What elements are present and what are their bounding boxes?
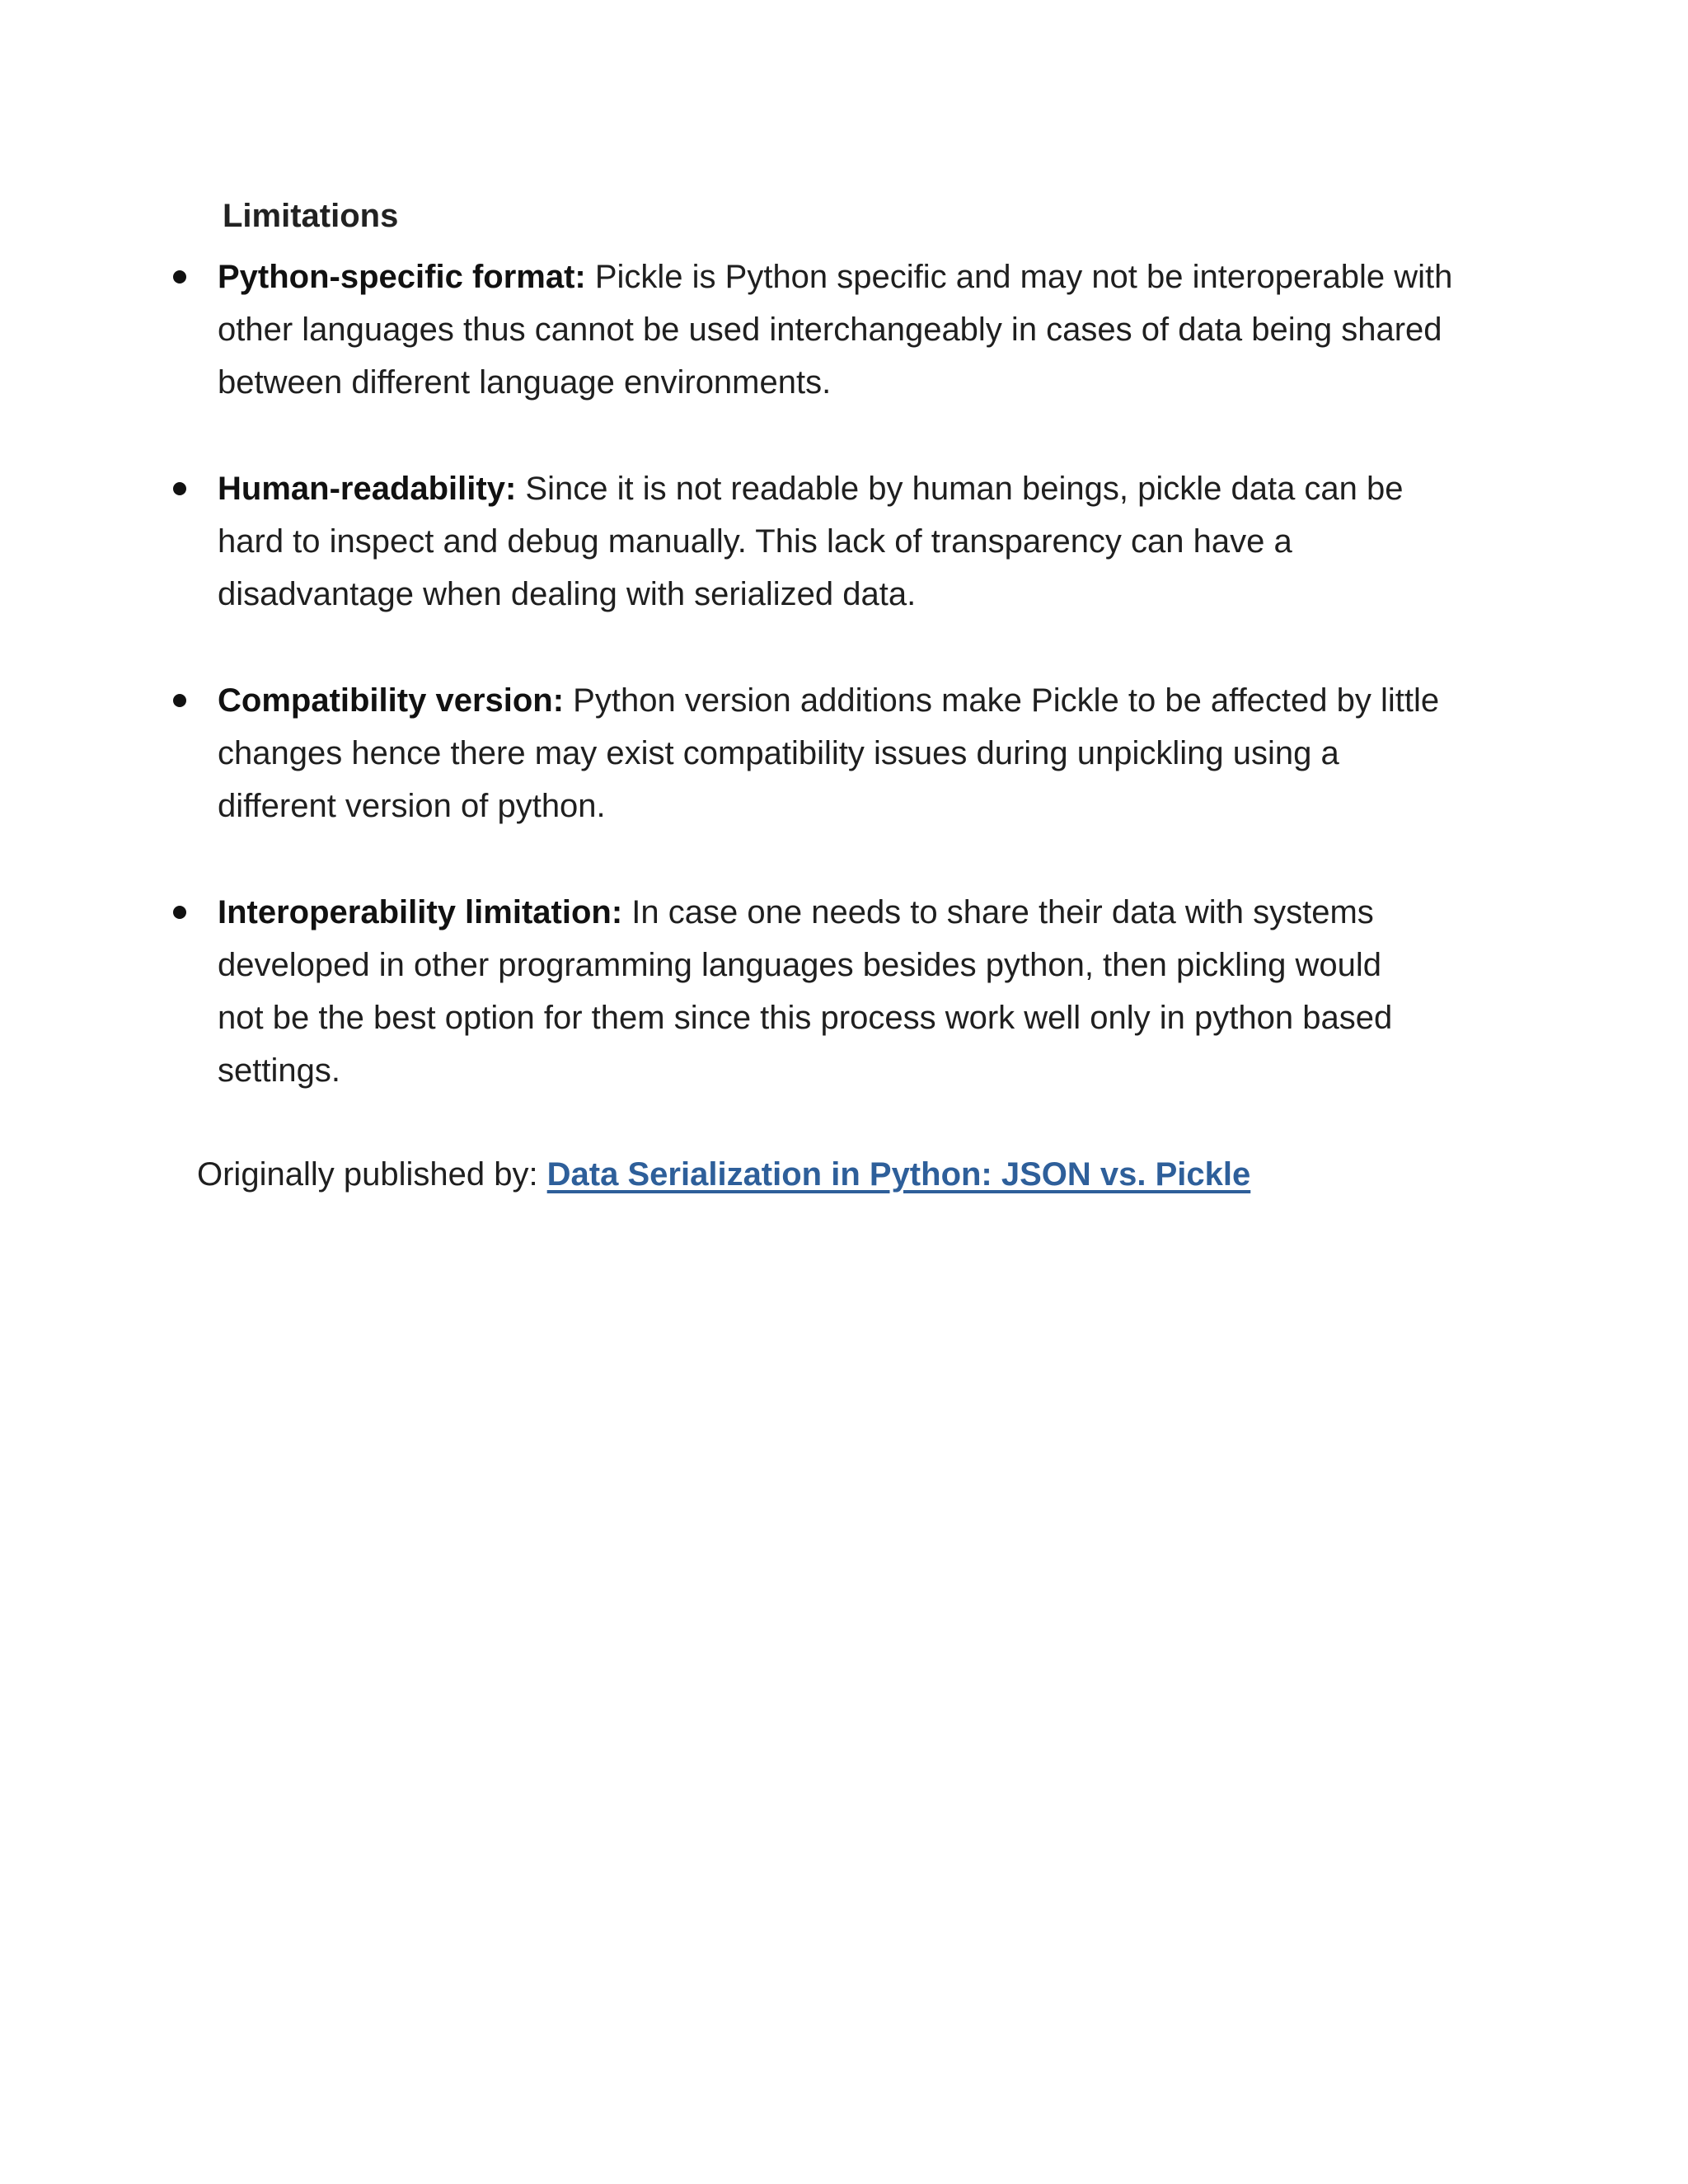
item-text: disadvantage when dealing with serialized data. [218, 576, 917, 612]
bullet-icon [173, 906, 186, 919]
item-first-line [218, 674, 1503, 727]
list-item [218, 674, 1503, 832]
published-by-line [197, 1148, 1250, 1201]
list-item [218, 462, 1503, 621]
item-term: Compatibility version: [218, 682, 565, 719]
item-first-line [218, 251, 1503, 303]
item-text: settings. [218, 1052, 340, 1089]
item-text: In case one needs to share their data with systems [622, 894, 1374, 930]
item-text: Python version additions make Pickle to be affected by little [564, 682, 1440, 719]
item-text: different version of python. [218, 788, 606, 824]
bullet-icon [173, 270, 186, 284]
list-item [218, 886, 1503, 1097]
item-text: changes hence there may exist compatibility issues during unpickling using a [218, 735, 1339, 771]
item-term: Human-readability: [218, 471, 517, 507]
section-heading: Limitations [223, 198, 399, 234]
item-first-line [218, 462, 1503, 515]
bullet-icon [173, 694, 186, 707]
item-text: Since it is not readable by human beings, pickle data can be [516, 471, 1404, 507]
item-text: not be the best option for them since this process work well only in python based [218, 1000, 1393, 1036]
item-text: hard to inspect and debug manually. This lack of transparency can have a [218, 523, 1292, 560]
published-label: Originally published by: [197, 1156, 547, 1193]
list-item [218, 251, 1503, 409]
item-text: other languages thus cannot be used interchangeably in cases of data being shared [218, 312, 1442, 348]
item-first-line [218, 886, 1503, 939]
item-term: Interoperability limitation: [218, 894, 623, 930]
item-text: developed in other programming languages besides python, then pickling would [218, 947, 1382, 983]
item-text: between different language environments. [218, 364, 832, 401]
item-text: Pickle is Python specific and may not be interoperable with [585, 259, 1453, 295]
item-term: Python-specific format: [218, 259, 586, 295]
source-article-link[interactable]: Data Serialization in Python: JSON vs. Pickle [546, 1156, 1251, 1193]
bullet-icon [173, 482, 186, 495]
